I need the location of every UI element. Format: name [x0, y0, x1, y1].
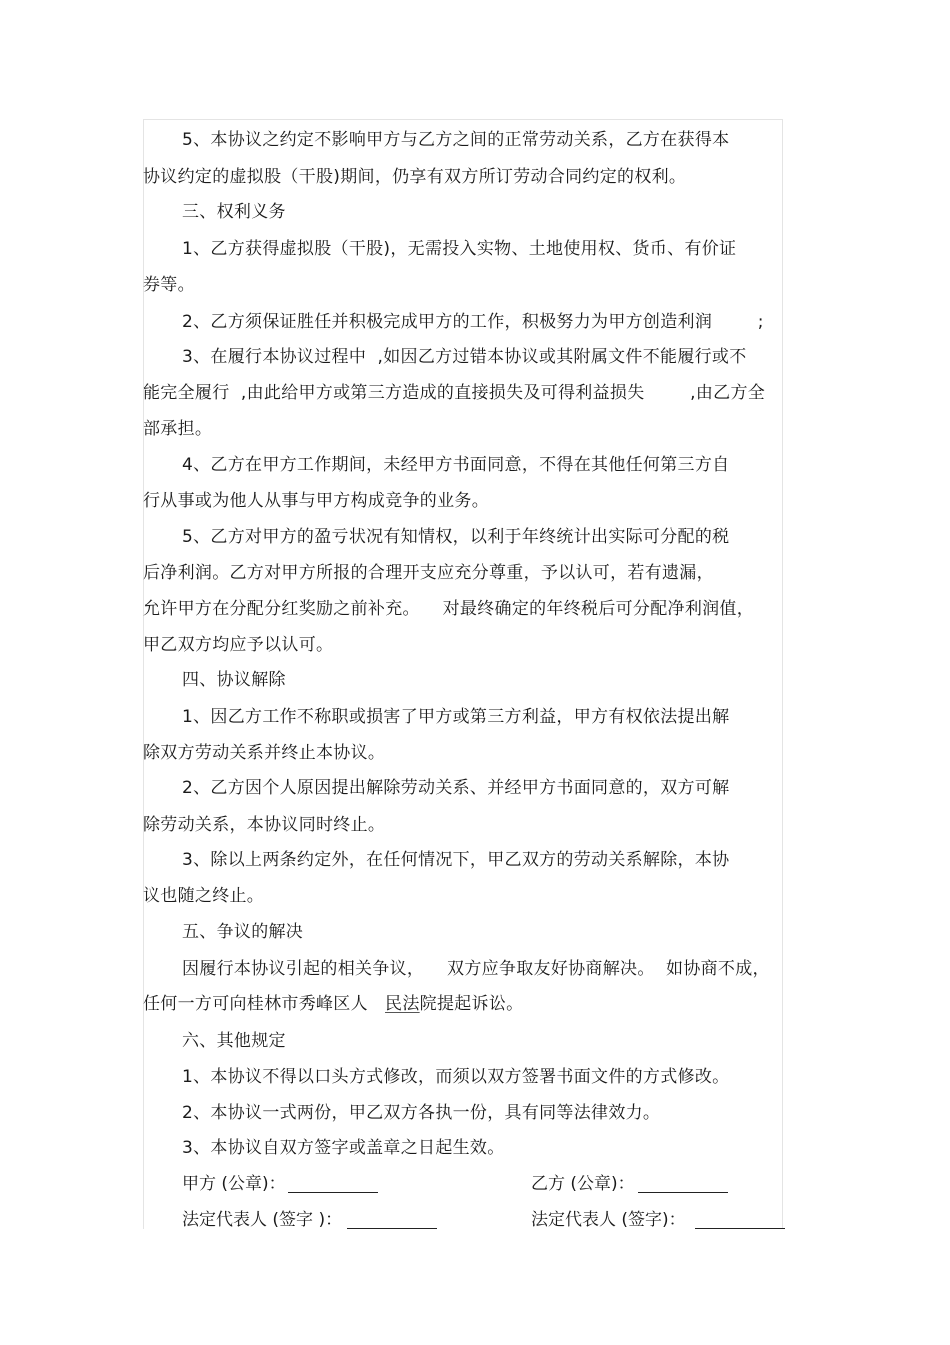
section-heading: 四、协议解除: [182, 670, 286, 690]
paragraph-line: 2、本协议一式两份，甲乙双方各执一份，具有同等法律效力。: [182, 1103, 661, 1123]
paragraph-line: 能完全履行 ,由此给甲方或第三方造成的直接损失及可得利益损失 ,由乙方全: [143, 383, 766, 403]
party-a-seal-blank: [288, 1174, 378, 1193]
paragraph-line: 协议约定的虚拟股（干股)期间，仍享有双方所订劳动合同约定的权利。: [143, 167, 687, 187]
paragraph-line: 后净利润。乙方对甲方所报的合理开支应充分尊重，予以认可，若有遗漏，: [143, 563, 714, 583]
party-a-seal-label: 甲方 (公章)：: [182, 1174, 286, 1194]
paragraph-line: 议也随之终止。: [143, 886, 265, 906]
paragraph-line: 5、乙方对甲方的盈亏状况有知情权，以利于年终统计出实际可分配的税: [182, 527, 730, 547]
paragraph-line: 5、本协议之约定不影响甲方与乙方之间的正常劳动关系，乙方在获得本: [182, 130, 730, 150]
paragraph-line: 3、除以上两条约定外，在任何情况下，甲乙双方的劳动关系解除，本协: [182, 850, 730, 870]
paragraph-line: 3、本协议自双方签字或盖章之日起生效。: [182, 1138, 505, 1158]
court-underlined-text: 民法: [385, 994, 420, 1014]
paragraph-line: 券等。: [143, 275, 195, 295]
page-frame-top: [143, 119, 783, 120]
paragraph-line: 4、乙方在甲方工作期间，未经甲方书面同意，不得在其他任何第三方自: [182, 455, 730, 475]
paragraph-line: 2、乙方须保证胜任并积极完成甲方的工作，积极努力为甲方创造利润 ;: [182, 312, 764, 332]
paragraph-line: 行从事或为他人从事与甲方构成竞争的业务。: [143, 491, 489, 511]
section-heading: 五、争议的解决: [182, 922, 304, 942]
party-b-rep-label: 法定代表人 (签字)：: [531, 1210, 686, 1230]
party-b-seal-blank: [638, 1174, 728, 1193]
paragraph-line: 甲乙双方均应予以认可。: [143, 635, 334, 655]
party-a-rep-label: 法定代表人 (签字 )：: [182, 1210, 343, 1230]
paragraph-line: 3、在履行本协议过程中 ,如因乙方过错本协议或其附属文件不能履行或不: [182, 347, 747, 367]
party-b-rep-blank: [695, 1210, 785, 1229]
paragraph-line: 除劳动关系，本协议同时终止。: [143, 815, 386, 835]
paragraph-line: 1、乙方获得虚拟股（干股)，无需投入实物、土地使用权、货币、有价证: [182, 239, 737, 259]
party-a-rep-blank: [347, 1210, 437, 1229]
court-text-lead: 任何一方可向桂林市秀峰区人: [143, 994, 368, 1014]
paragraph-line: 1、因乙方工作不称职或损害了甲方或第三方利益，甲方有权依法提出解: [182, 707, 730, 727]
paragraph-line: 除双方劳动关系并终止本协议。: [143, 743, 386, 763]
page-frame-right: [782, 119, 783, 1229]
court-text-tail: 院提起诉讼。: [419, 994, 524, 1014]
paragraph-line: 允许甲方在分配分红奖励之前补充。 对最终确定的年终税后可分配净利润值，: [143, 599, 755, 619]
paragraph-line: 因履行本协议引起的相关争议， 双方应争取友好协商解决。 如协商不成，: [182, 959, 770, 979]
section-heading: 三、权利义务: [182, 202, 286, 222]
party-b-seal-label: 乙方 (公章)：: [531, 1174, 635, 1194]
paragraph-line: 部承担。: [143, 419, 213, 439]
paragraph-line-court: [143, 993, 523, 1015]
paragraph-line: 1、本协议不得以口头方式修改，而须以双方签署书面文件的方式修改。: [182, 1067, 730, 1087]
paragraph-line: 2、乙方因个人原因提出解除劳动关系、并经甲方书面同意的，双方可解: [182, 778, 730, 798]
section-heading: 六、其他规定: [182, 1031, 286, 1051]
